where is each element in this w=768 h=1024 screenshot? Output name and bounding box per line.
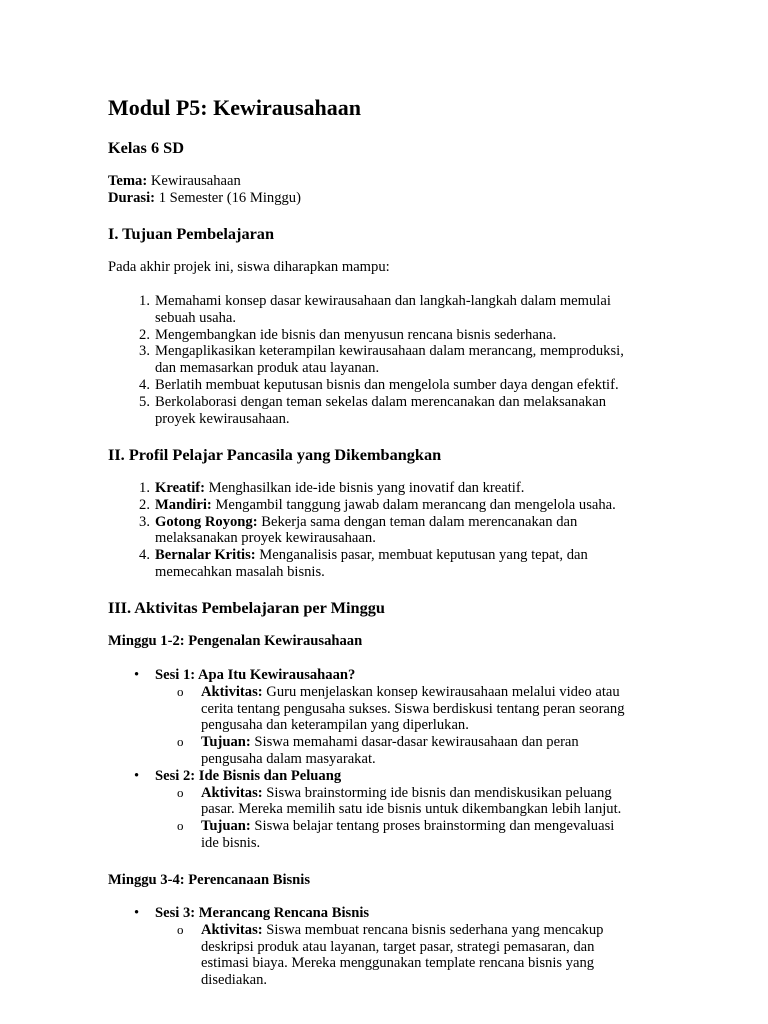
duration-value: 1 Semester (16 Minggu) [158,189,301,206]
circle-bullet-icon: o [177,921,184,937]
learning-objectives-list [108,293,660,427]
pancasila-profile-list [108,480,660,581]
session-detail: o Aktivitas: Siswa membuat rencana bisnis sederhana yang mencakup deskripsi produk atau layanan, target pasar, strategi pemasaran, dan estimasi biaya. Mereka menggunakan template rencana bisnis yang disediakan. [177,921,604,989]
theme-label: Tema: [108,173,148,189]
session-title: Sesi 1: Apa Itu Kewirausahaan? [155,667,356,683]
duration-line [108,190,668,207]
week-1-2-heading: Minggu 1-2: Pengenalan Kewirausahaan [108,633,363,649]
bullet-icon: • [134,905,140,921]
list-item: 1. Memahami konsep dasar kewirausahaan dan langkah-langkah dalam memulai sebuah usaha. [139,293,611,326]
bullet-icon: • [134,767,140,784]
section-1-intro: Pada akhir projek ini, siswa diharapkan mampu: [108,259,390,275]
theme-line [108,173,668,190]
grade-heading: Kelas 6 SD [108,138,184,157]
list-item: 3. Gotong Royong: Bekerja sama dengan teman dalam merencanakan dan melaksanakan proyek kewirausahaan. [139,513,578,547]
list-item: 3. Mengaplikasikan keterampilan kewirausahaan dalam merancang, memproduksi, dan memasarkan produk atau layanan. [139,343,624,377]
circle-bullet-icon: o [177,784,184,800]
list-item: 2. Mandiri: Mengambil tanggung jawab dalam merancang dan mengelola usaha. [139,496,616,513]
session-detail: o Aktivitas: Siswa brainstorming ide bisnis dan mendiskusikan peluang pasar. Mereka memilih satu ide bisnis untuk dikembangkan lebih lanjut. [177,784,622,818]
circle-bullet-icon: o [177,818,184,834]
bullet-icon: • [134,667,140,683]
session-detail: o Tujuan: Siswa memahami dasar-dasar kewirausahaan dan peran pengusaha dalam masyarakat. [177,734,579,767]
section-3-heading: III. Aktivitas Pembelajaran per Minggu [108,598,385,617]
section-1-heading: I. Tujuan Pembelajaran [108,224,275,243]
duration-label: Durasi: [108,189,156,206]
circle-bullet-icon: o [177,734,184,750]
week-1-2-sessions [108,667,668,852]
theme-value: Kewirausahaan [150,173,241,189]
list-item: 5. Berkolaborasi dengan teman sekelas dalam merencanakan dan melaksanakan proyek kewirausahaan. [139,393,606,427]
session-title: Sesi 3: Merancang Rencana Bisnis [155,905,370,921]
document-title: Modul P5: Kewirausahaan [108,95,362,120]
list-item: 4. Berlatih membuat keputusan bisnis dan mengelola sumber daya dengan efektif. [139,376,619,393]
list-item: 2. Mengembangkan ide bisnis dan menyusun rencana bisnis sederhana. [139,326,557,343]
meta-info [108,173,668,207]
list-item: 4. Bernalar Kritis: Menganalisis pasar, membuat keputusan yang tepat, dan memecahkan masalah bisnis. [139,547,588,580]
week-3-4-heading: Minggu 3-4: Perencanaan Bisnis [108,872,311,888]
session-detail: o Tujuan: Siswa belajar tentang proses brainstorming dan mengevaluasi ide bisnis. [177,818,615,851]
section-2-heading: II. Profil Pelajar Pancasila yang Dikembangkan [108,445,442,464]
week-3-4-sessions [108,905,668,989]
circle-bullet-icon: o [177,683,184,699]
session-item [108,768,668,852]
session-title: Sesi 2: Ide Bisnis dan Peluang [155,767,342,784]
list-item: 1. Kreatif: Menghasilkan ide-ide bisnis yang inovatif dan kreatif. [139,480,525,496]
session-detail: o Aktivitas: Guru menjelaskan konsep kewirausahaan melalui video atau cerita tentang pengusaha sukses. Siswa berdiskusi tentang peran seorang pengusaha dan keterampilan yang diperlukan. [177,683,625,734]
session-item [108,905,668,989]
session-item [108,667,668,768]
